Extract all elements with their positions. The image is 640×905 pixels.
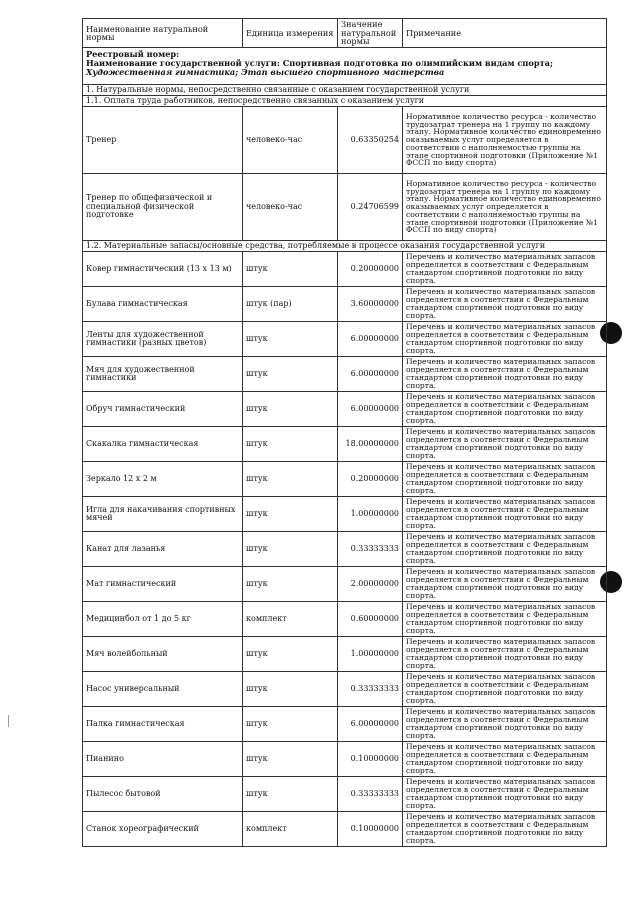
table-row [83, 427, 607, 462]
norm-name: Пианино [83, 742, 243, 777]
table-row [83, 174, 607, 241]
service-sport: Художественная гимнастика; Этап высшего спортивного мастерства [86, 67, 445, 77]
norm-unit: штук [243, 427, 338, 462]
section-heading [83, 241, 607, 252]
norm-note: Перечень и количество материальных запасов определяется в соответствии с Федеральным стандартом спортивной подготовки по виду спорта. [403, 357, 607, 392]
norm-name: Медицинбол от 1 до 5 кг [83, 602, 243, 637]
norm-unit: человеко-час [243, 174, 338, 241]
table-row [83, 462, 607, 497]
norm-unit: штук [243, 532, 338, 567]
norm-name: Тренер по общефизической и специальной физической подготовке [83, 174, 243, 241]
norm-note: Перечень и количество материальных запасов определяется в соответствии с Федеральным стандартом спортивной подготовки по виду спорта. [403, 287, 607, 322]
table-row [83, 672, 607, 707]
norm-name: Зеркало 12 x 2 м [83, 462, 243, 497]
norm-note: Перечень и количество материальных запасов определяется в соответствии с Федеральным стандартом спортивной подготовки по виду спорта. [403, 777, 607, 812]
table-row [83, 357, 607, 392]
section-1-1-title: 1.1. Оплата труда работников, непосредственно связанных с оказанием услуги [83, 96, 607, 107]
norm-value: 0.60000000 [338, 602, 403, 637]
norm-value: 0.63350254 [338, 107, 403, 174]
norm-value: 6.00000000 [338, 322, 403, 357]
norm-note: Нормативное количество ресурса - количество трудозатрат тренера на 1 группу по каждому этапу. Нормативное количество единовременно оказываемых услуг определяется в соответствии с наполняемостью группы на этапе спортивной подготовки (Приложение №1 ФССП по виду спорта) [403, 107, 607, 174]
norm-name: Тренер [83, 107, 243, 174]
table-row [83, 602, 607, 637]
norm-name: Станок хореографический [83, 812, 243, 847]
table-row [83, 567, 607, 602]
norm-value: 0.20000000 [338, 252, 403, 287]
norm-unit: штук [243, 322, 338, 357]
norm-note: Перечень и количество материальных запасов определяется в соответствии с Федеральным стандартом спортивной подготовки по виду спорта. [403, 567, 607, 602]
service-name: Наименование государственной услуги: Спортивная подготовка по олимпийским видам спорта; [86, 58, 553, 68]
table-row [83, 707, 607, 742]
norm-value: 0.10000000 [338, 812, 403, 847]
norm-value: 6.00000000 [338, 707, 403, 742]
norm-name: Игла для накачивания спортивных мячей [83, 497, 243, 532]
norm-name: Скакалка гимнастическая [83, 427, 243, 462]
norm-unit: штук (пар) [243, 287, 338, 322]
table-row [83, 812, 607, 847]
norm-note: Перечень и количество материальных запасов определяется в соответствии с Федеральным стандартом спортивной подготовки по виду спорта. [403, 252, 607, 287]
norm-note: Перечень и количество материальных запасов определяется в соответствии с Федеральным стандартом спортивной подготовки по виду спорта. [403, 672, 607, 707]
norm-note: Перечень и количество материальных запасов определяется в соответствии с Федеральным стандартом спортивной подготовки по виду спорта. [403, 322, 607, 357]
table-row [83, 252, 607, 287]
norm-value: 0.33333333 [338, 532, 403, 567]
norm-value: 0.33333333 [338, 777, 403, 812]
norm-value: 1.00000000 [338, 497, 403, 532]
norm-unit: штук [243, 707, 338, 742]
col-unit-header: Единица измерения [243, 19, 338, 48]
norm-value: 3.60000000 [338, 287, 403, 322]
norm-note: Перечень и количество материальных запасов определяется в соответствии с Федеральным стандартом спортивной подготовки по виду спорта. [403, 637, 607, 672]
norm-unit: штук [243, 567, 338, 602]
norm-unit: штук [243, 672, 338, 707]
norm-value: 0.10000000 [338, 742, 403, 777]
table-row [83, 532, 607, 567]
table-row [83, 392, 607, 427]
norm-unit: штук [243, 637, 338, 672]
table-row [83, 107, 607, 174]
norm-unit: штук [243, 777, 338, 812]
norm-unit: комплект [243, 812, 338, 847]
registry-number: Реестровый номер: [86, 49, 180, 59]
section-heading [83, 96, 607, 107]
col-note-header: Примечание [403, 19, 607, 48]
norm-name: Обруч гимнастический [83, 392, 243, 427]
norm-note: Перечень и количество материальных запасов определяется в соответствии с Федеральным стандартом спортивной подготовки по виду спорта. [403, 602, 607, 637]
table-header [83, 19, 607, 48]
norm-unit: штук [243, 497, 338, 532]
natural-norms-table [82, 18, 607, 847]
norm-name: Палка гимнастическая [83, 707, 243, 742]
norm-name: Ленты для художественной гимнастики (разных цветов) [83, 322, 243, 357]
norm-name: Насос универсальный [83, 672, 243, 707]
table-row [83, 287, 607, 322]
norm-note: Перечень и количество материальных запасов определяется в соответствии с Федеральным стандартом спортивной подготовки по виду спорта. [403, 742, 607, 777]
norm-name: Мяч волейбольный [83, 637, 243, 672]
table-row [83, 637, 607, 672]
norm-name: Ковер гимнастический (13 x 13 м) [83, 252, 243, 287]
norm-note: Перечень и количество материальных запасов определяется в соответствии с Федеральным стандартом спортивной подготовки по виду спорта. [403, 392, 607, 427]
norm-value: 0.24706599 [338, 174, 403, 241]
norm-value: 0.20000000 [338, 462, 403, 497]
norm-unit: штук [243, 252, 338, 287]
norm-unit: комплект [243, 602, 338, 637]
norm-value: 2.00000000 [338, 567, 403, 602]
norm-unit: штук [243, 392, 338, 427]
norm-note: Перечень и количество материальных запасов определяется в соответствии с Федеральным стандартом спортивной подготовки по виду спорта. [403, 532, 607, 567]
norm-name: Мат гимнастический [83, 567, 243, 602]
norm-note: Нормативное количество ресурса - количество трудозатрат тренера на 1 группу по каждому этапу. Нормативное количество единовременно оказываемых услуг определяется в соответствии с наполняемостью группы на этапе спортивной подготовки (Приложение №1 ФССП по виду спорта) [403, 174, 607, 241]
norm-name: Мяч для художественной гимнастики [83, 357, 243, 392]
norm-note: Перечень и количество материальных запасов определяется в соответствии с Федеральным стандартом спортивной подготовки по виду спорта. [403, 812, 607, 847]
norm-unit: штук [243, 357, 338, 392]
norm-unit: человеко-час [243, 107, 338, 174]
norm-value: 0.33333333 [338, 672, 403, 707]
table-row [83, 497, 607, 532]
norm-value: 6.00000000 [338, 392, 403, 427]
norm-note: Перечень и количество материальных запасов определяется в соответствии с Федеральным стандартом спортивной подготовки по виду спорта. [403, 427, 607, 462]
norm-name: Пылесос бытовой [83, 777, 243, 812]
table-row [83, 742, 607, 777]
norm-unit: штук [243, 462, 338, 497]
norm-value: 6.00000000 [338, 357, 403, 392]
section-1-2-title: 1.2. Материальные запасы/основные средства, потребляемые в процессе оказания государственной услуги [83, 241, 607, 252]
norm-name: Булава гимнастическая [83, 287, 243, 322]
registry-block [83, 48, 607, 85]
section-heading [83, 85, 607, 96]
table-row [83, 322, 607, 357]
norm-note: Перечень и количество материальных запасов определяется в соответствии с Федеральным стандартом спортивной подготовки по виду спорта. [403, 707, 607, 742]
col-name-header: Наименование натуральной нормы [83, 19, 243, 48]
col-value-header: Значение натуральной нормы [338, 19, 403, 48]
norm-value: 1.00000000 [338, 637, 403, 672]
norm-unit: штук [243, 742, 338, 777]
norm-note: Перечень и количество материальных запасов определяется в соответствии с Федеральным стандартом спортивной подготовки по виду спорта. [403, 497, 607, 532]
section-1-title: 1. Натуральные нормы, непосредственно связанные с оказанием государственной услуги [83, 85, 607, 96]
norm-note: Перечень и количество материальных запасов определяется в соответствии с Федеральным стандартом спортивной подготовки по виду спорта. [403, 462, 607, 497]
table-row [83, 777, 607, 812]
scan-mark [8, 715, 9, 727]
norm-name: Канат для лазанья [83, 532, 243, 567]
norm-value: 18.00000000 [338, 427, 403, 462]
